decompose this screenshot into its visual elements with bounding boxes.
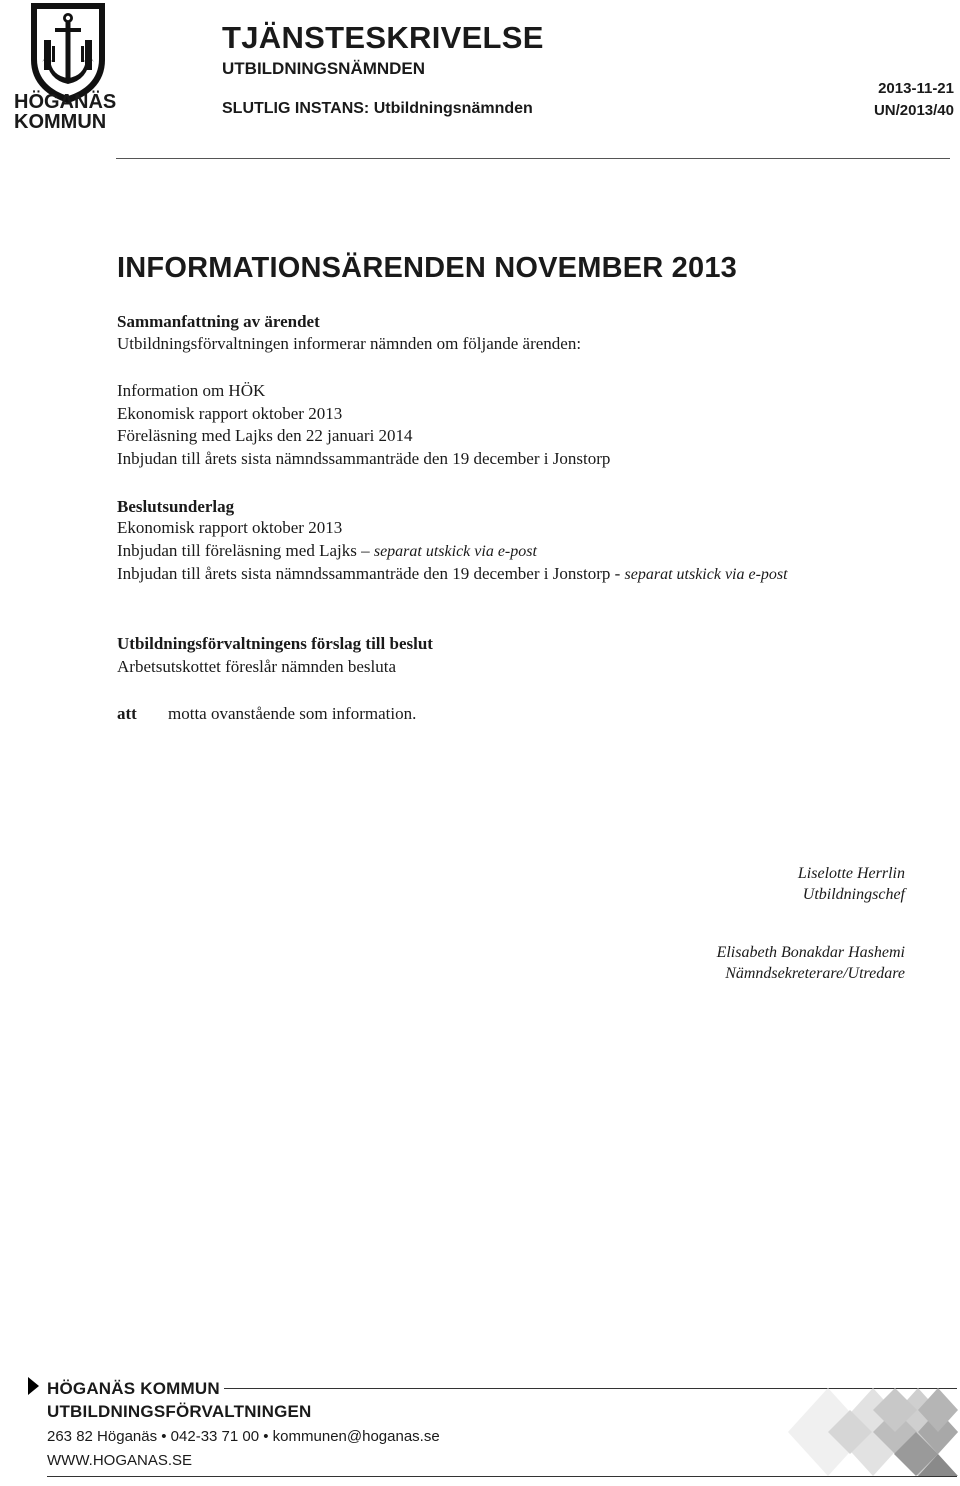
document-type: TJÄNSTESKRIVELSE — [222, 20, 544, 55]
distribution-note: separat utskick via e-post — [373, 542, 537, 560]
proposal-intro: Arbetsutskottet föreslår nämnden besluta — [117, 657, 397, 676]
list-item: Information om HÖK — [117, 381, 266, 400]
logo-text-kommun: KOMMUN — [14, 111, 107, 133]
signatory-title: Nämndsekreterare/Utredare — [725, 965, 905, 982]
header-divider — [116, 158, 950, 159]
committee-name: UTBILDNINGSNÄMNDEN — [222, 59, 426, 78]
signatory-name: Elisabeth Bonakdar Hashemi — [716, 944, 905, 961]
list-item — [117, 563, 788, 587]
footer-arrow-icon — [28, 1377, 39, 1395]
footer-department: UTBILDNINGSFÖRVALTNINGEN — [47, 1402, 312, 1421]
decision-text: motta ovanstående som information. — [168, 704, 417, 723]
proposal-heading: Utbildningsförvaltningens förslag till beslut — [117, 634, 433, 653]
info-item-list — [117, 380, 610, 470]
list-item: Föreläsning med Lajks den 22 januari 2014 — [117, 426, 413, 445]
list-item: Ekonomisk rapport oktober 2013 — [117, 403, 343, 423]
basis-item-text: Inbjudan till föreläsning med Lajks – — [117, 540, 370, 560]
signatory-name: Liselotte Herrlin — [797, 865, 905, 882]
hoganas-kommun-logo — [12, 2, 117, 133]
footer-contact: 263 82 Höganäs • 042-33 71 00 • kommunen@hoganas.se — [47, 1428, 440, 1445]
basis-item-text: Inbjudan till årets sista nämndssammanträde den 19 december i Jonstorp - — [117, 564, 621, 583]
distribution-note: separat utskick via e-post — [624, 566, 788, 583]
signature-block — [798, 863, 905, 905]
list-item — [117, 540, 788, 564]
document-date: 2013-11-21 — [878, 80, 954, 97]
att-label: att — [117, 704, 137, 723]
footer-organization: HÖGANÄS KOMMUN — [47, 1379, 224, 1399]
summary-heading: Sammanfattning av ärendet — [117, 312, 320, 331]
signature-block — [717, 942, 905, 984]
footer-diamond-pattern — [788, 1388, 958, 1476]
signatory-title: Utbildningschef — [802, 886, 905, 903]
diamond-pattern-icon — [788, 1388, 958, 1476]
footer-bottom-divider — [47, 1476, 957, 1477]
list-item: Inbjudan till årets sista nämndssammanträde den 19 december i Jonstorp — [117, 448, 611, 468]
basis-list — [117, 517, 788, 587]
list-item: Ekonomisk rapport oktober 2013 — [117, 518, 343, 537]
final-instance: SLUTLIG INSTANS: Utbildningsnämnden — [222, 100, 533, 117]
logo-text-hoganas: HÖGANÄS — [14, 91, 117, 113]
page-title: INFORMATIONSÄRENDEN NOVEMBER 2013 — [117, 252, 737, 284]
reference-number: UN/2013/40 — [873, 102, 954, 119]
footer-website: WWW.HOGANAS.SE — [47, 1452, 193, 1469]
summary-intro: Utbildningsförvaltningen informerar nämnden om följande ärenden: — [117, 334, 582, 353]
basis-heading: Beslutsunderlag — [117, 497, 235, 516]
